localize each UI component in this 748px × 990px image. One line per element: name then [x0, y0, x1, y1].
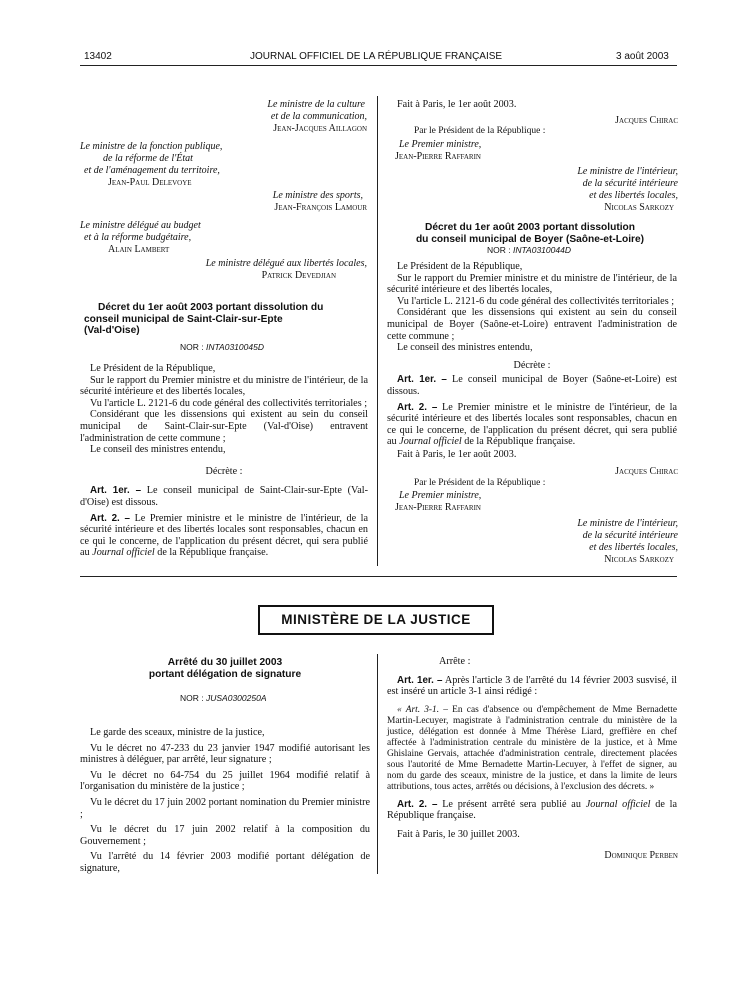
- signature-pm-2: Le Premier ministre, Jean-Pierre Raffarin: [395, 490, 482, 513]
- decree-saint-clair-nor: NOR : INTA0310045D: [180, 342, 264, 352]
- signature-budget: Le ministre délégué au budget et à la réforme budgétaire, Alain Lambert: [80, 220, 201, 255]
- signature-libertes-locales: Le ministre délégué aux libertés locales, Patrick Devedjian: [205, 258, 367, 281]
- decree-boyer-nor: NOR : INTA0310044D: [487, 245, 571, 255]
- arrete-visas: Le garde des sceaux, ministre de la justice, Vu le décret no 47-233 du 23 janvier 1947 modifié autorisant les ministres à déléguer, par arrêté, leur signature ; Vu le décret no 64-754 du 25 juillet 1964 modifié relatif à l'organisation du ministère de la justice ; Vu le décret du 17 juin 2002 portant nomination du Premier ministre ; Vu le décret du 17 juin 2002 relatif à la composition du Gouvernement ; Vu l'arrêté du 14 février 2003 modifié portant délégation de signature,: [80, 727, 370, 874]
- decree-saint-clair-body: Le Président de la République, Sur le rapport du Premier ministre et du ministre de l'intérieur, de la sécurité intérieure et des libertés locales, Vu l'article L. 2121-6 du code général des collectivités territoriales ; Considérant que les dissensions qui existent au sein du conseil municipal de Saint-Clair-sur-Epte (Val-d'Oise) entravent l'administration de cette commune ; Le conseil des ministres entendu, Décrète : Art. 1er. – Le conseil municipal de Saint-Clair-sur-Epte (Val-d'Oise) est dissous. Art. 2. – Le Premier ministre et le ministre de l'intérieur, de la sécurité intérieure et des libertés locales sont responsables, chacun en ce qui le concerne, de l'application du présent décret, qui sera publié au Journal officiel de la République française.: [80, 363, 369, 559]
- art31-label: « Art. 3-1. –: [397, 704, 448, 715]
- art1-label: Art. 1er. –: [90, 485, 142, 497]
- signature-interior-2: Le ministre de l'intérieur, de la sécurité intérieure et des libertés locales, Nicolas Sarkozy: [577, 518, 678, 565]
- signature-interior-1: Le ministre de l'intérieur, de la sécurité intérieure et des libertés locales, Nicolas Sarkozy: [577, 166, 678, 213]
- decree-boyer-body: Le Président de la République, Sur le rapport du Premier ministre et du ministre de l'intérieur, de la sécurité intérieure et des libertés locales, Vu l'article L. 2121-6 du code général des collectivités territoriales ; Considérant que les dissensions qui existent au sein du conseil municipal de Boyer (Saône-et-Loire) entravent l'administration de cette commune ; Le conseil des ministres entendu, Décrète : Art. 1er. – Le conseil municipal de Boyer (Saône-et-Loire) est dissous. Art. 2. – Le Premier ministre et le ministre de l'intérieur, de la sécurité intérieure et des libertés locales sont responsables, chacun en ce qui le concerne, de l'application du présent décret, qui sera publié au Journal officiel de la République française. Fait à Paris, le 1er août 2003.: [387, 261, 678, 460]
- header-rule: [80, 65, 677, 66]
- signature-chirac-2: Jacques Chirac: [615, 466, 678, 477]
- par-president-1: Par le Président de la République :: [414, 126, 546, 136]
- header-date: 3 août 2003: [616, 51, 669, 62]
- ministry-heading: MINISTÈRE DE LA JUSTICE: [258, 605, 494, 635]
- arrete-title: Arrêté du 30 juillet 2003 portant délégation de signature: [148, 657, 302, 680]
- signature-pm-1: Le Premier ministre, Jean-Pierre Raffarin: [395, 139, 482, 162]
- page-number: 13402: [84, 51, 112, 62]
- art2-label: Art. 2. –: [90, 512, 130, 524]
- arrete-articles: Arrête : Art. 1er. – Après l'article 3 de l'arrêté du 14 février 2003 susvisé, il est inséré un article 3-1 ainsi rédigé : « Art. 3-1. – En cas d'absence ou d'empêchement de Mme Bernadette Martin-Lecuyer, magistrate à l'administration centrale du ministère de la justice, délégation est donnée à Mme Thérèse Liard, greffière en chef affectée à l'administration centrale du ministère de la justice, et à Mme Ghislaine Gervais, attachée d'administration centrale, directement placées sous l'autorité de Mme Bernadette Martin-Lecuyer, à l'effet de signer, au nom du garde des sceaux, ministre de la justice, et dans la limite de leurs attributions, tous actes, arrêtés ou décisions, à l'exclusion des décrets. » Art. 2. – Le présent arrêté sera publié au Journal officiel de la République française. Fait à Paris, le 30 juillet 2003.: [387, 656, 678, 840]
- signature-culture: Le ministre de la culture et de la communication, Jean-Jacques Aillagon: [267, 99, 367, 134]
- signature-chirac-1: Jacques Chirac: [615, 115, 678, 126]
- signature-fonction-publique: Le ministre de la fonction publique, de la réforme de l'État et de l'aménagement du territoire, Jean-Paul Delevoye: [80, 141, 223, 188]
- column-divider-bottom: [377, 654, 378, 874]
- column-divider-top: [377, 96, 378, 566]
- decree-boyer-title: Décret du 1er août 2003 portant dissolution du conseil municipal de Boyer (Saône-et-Loire): [415, 222, 645, 245]
- decree-saint-clair-title: Décret du 1er août 2003 portant dissolution du conseil municipal de Saint-Clair-sur-Epte (Val-d'Oise): [84, 302, 324, 336]
- right-top-fait: Fait à Paris, le 1er août 2003.: [397, 99, 517, 110]
- par-president-2: Par le Président de la République :: [414, 478, 546, 488]
- section-rule: [80, 576, 677, 577]
- arrete-nor: NOR : JUSA0300250A: [180, 693, 267, 703]
- signature-sports: Le ministre des sports, Jean-François Lamour: [272, 190, 367, 213]
- journal-title: JOURNAL OFFICIEL DE LA RÉPUBLIQUE FRANÇAISE: [250, 51, 503, 62]
- signature-perben: Dominique Perben: [604, 850, 678, 861]
